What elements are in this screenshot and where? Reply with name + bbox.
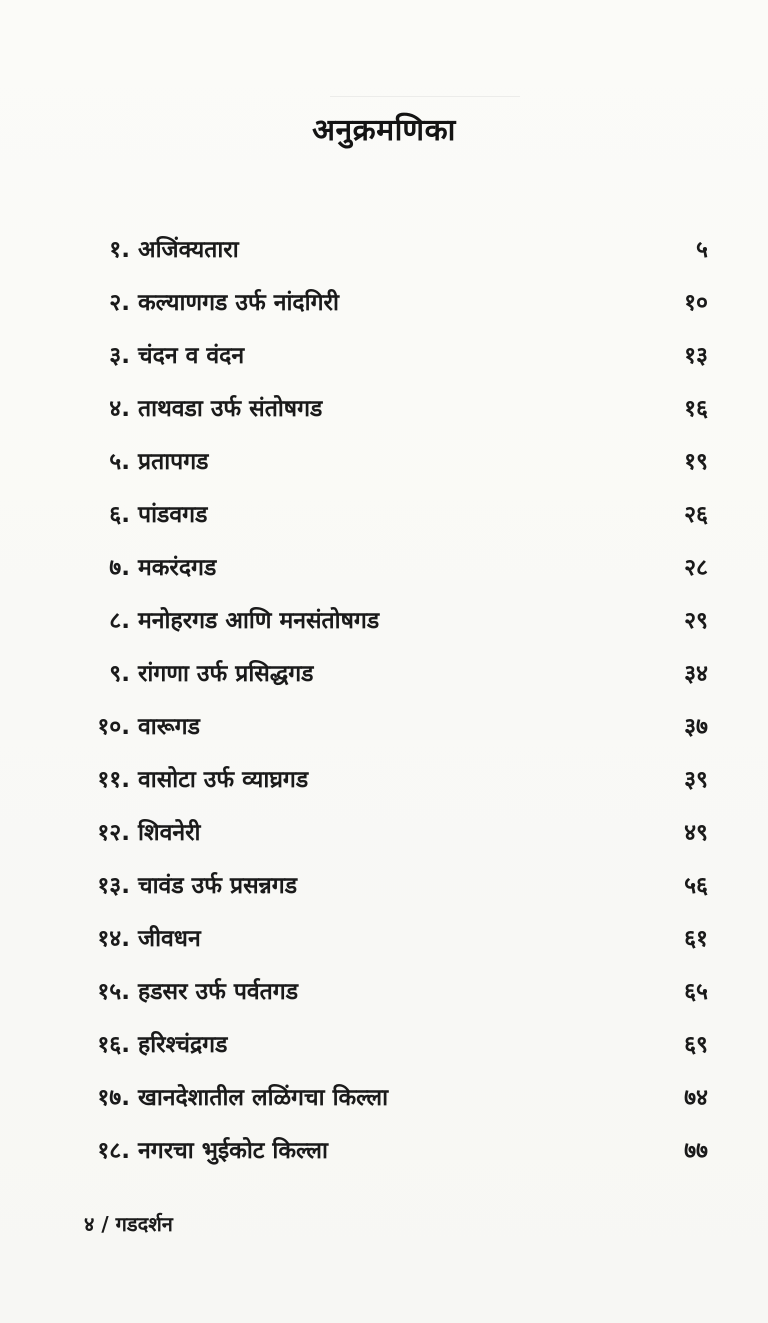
toc-entry-page: ६५ — [684, 979, 708, 1005]
toc-entry-number: ३. — [109, 343, 130, 369]
toc-entry-number: ७. — [109, 555, 130, 581]
toc-entry-number: १. — [109, 237, 130, 263]
toc-entry-title: अजिंक्यतारा — [138, 237, 239, 263]
toc-entry-number: १२. — [97, 820, 130, 846]
toc-entry-page: ५६ — [684, 873, 708, 899]
toc-entry-title: चावंड उर्फ प्रसन्नगड — [138, 873, 298, 899]
toc-entry-page: २८ — [684, 555, 708, 581]
toc-entry-title: रांगणा उर्फ प्रसिद्धगड — [138, 661, 314, 687]
toc-entry-title: वारूगड — [138, 714, 200, 740]
toc-entry-number: १०. — [97, 714, 130, 740]
toc-entry — [0, 497, 768, 541]
toc-entry-title: खानदेशातील लळिंगचा किल्ला — [138, 1085, 389, 1111]
toc-entry-page: ६१ — [684, 926, 708, 952]
toc-entry — [0, 1080, 768, 1124]
toc-entry-title: जीवधन — [138, 926, 201, 952]
toc-entry-page: १९ — [684, 449, 708, 475]
toc-entry-title: हडसर उर्फ पर्वतगड — [138, 979, 299, 1005]
toc-entry-page: १३ — [684, 343, 708, 369]
toc-entry-page: १० — [684, 290, 708, 316]
toc-entry-page: ७७ — [684, 1138, 708, 1164]
toc-entry-title: हरिश्चंद्रगड — [138, 1032, 228, 1058]
toc-entry — [0, 1133, 768, 1177]
toc-entry-title: पांडवगड — [138, 502, 208, 528]
toc-entry-title: चंदन व वंदन — [138, 343, 245, 369]
toc-entry-page: ३९ — [684, 767, 708, 793]
toc-entry — [0, 974, 768, 1018]
toc-entry — [0, 444, 768, 488]
toc-entry — [0, 1027, 768, 1071]
toc-entry-title: नगरचा भुईकोट किल्ला — [138, 1138, 328, 1164]
toc-entry — [0, 815, 768, 859]
toc-entry-page: १६ — [684, 396, 708, 422]
toc-entry — [0, 603, 768, 647]
toc-entry-page: २९ — [684, 608, 708, 634]
toc-entry-number: ११. — [97, 767, 130, 793]
toc-entry-page: ३४ — [684, 661, 708, 687]
toc-entry — [0, 921, 768, 965]
toc-entry-page: २६ — [684, 502, 708, 528]
toc-entry-number: १७. — [97, 1085, 130, 1111]
toc-entry-number: १५. — [97, 979, 130, 1005]
toc-entry — [0, 762, 768, 806]
toc-entry-page: ७४ — [684, 1085, 708, 1111]
toc-entry-number: ८. — [109, 608, 130, 634]
toc-entry-number: ५. — [109, 449, 130, 475]
toc-entry — [0, 656, 768, 700]
toc-entry-number: ९. — [109, 661, 130, 687]
toc-entry-page: ६९ — [684, 1032, 708, 1058]
toc-entry-number: १६. — [97, 1032, 130, 1058]
toc-entry-page: ३७ — [684, 714, 708, 740]
toc-entry-page: ४९ — [684, 820, 708, 846]
show-through-rule — [330, 96, 520, 97]
toc-entry-number: १४. — [97, 926, 130, 952]
toc-entry — [0, 550, 768, 594]
toc-entry-number: १८. — [97, 1138, 130, 1164]
toc-entry-number: १३. — [97, 873, 130, 899]
toc-entry-number: २. — [109, 290, 130, 316]
toc-entry-title: ताथवडा उर्फ संतोषगड — [138, 396, 323, 422]
toc-entry — [0, 338, 768, 382]
toc-entry-number: ६. — [109, 502, 130, 528]
toc-entry-title: प्रतापगड — [138, 449, 209, 475]
toc-entry — [0, 391, 768, 435]
toc-entry-title: शिवनेरी — [138, 820, 201, 846]
toc-entry — [0, 232, 768, 276]
page-title: अनुक्रमणिका — [312, 113, 456, 148]
toc-entry-title: वासोटा उर्फ व्याघ्रगड — [138, 767, 309, 793]
toc-entry — [0, 709, 768, 753]
page-footer: ४ / गडदर्शन — [84, 1212, 173, 1236]
toc-entry-number: ४. — [109, 396, 130, 422]
toc-entry — [0, 285, 768, 329]
toc-entry-title: मनोहरगड आणि मनसंतोषगड — [138, 608, 380, 634]
toc-entry — [0, 868, 768, 912]
toc-entry-title: कल्याणगड उर्फ नांदगिरी — [138, 290, 339, 316]
toc-entry-title: मकरंदगड — [138, 555, 217, 581]
toc-entry-page: ५ — [696, 237, 708, 263]
